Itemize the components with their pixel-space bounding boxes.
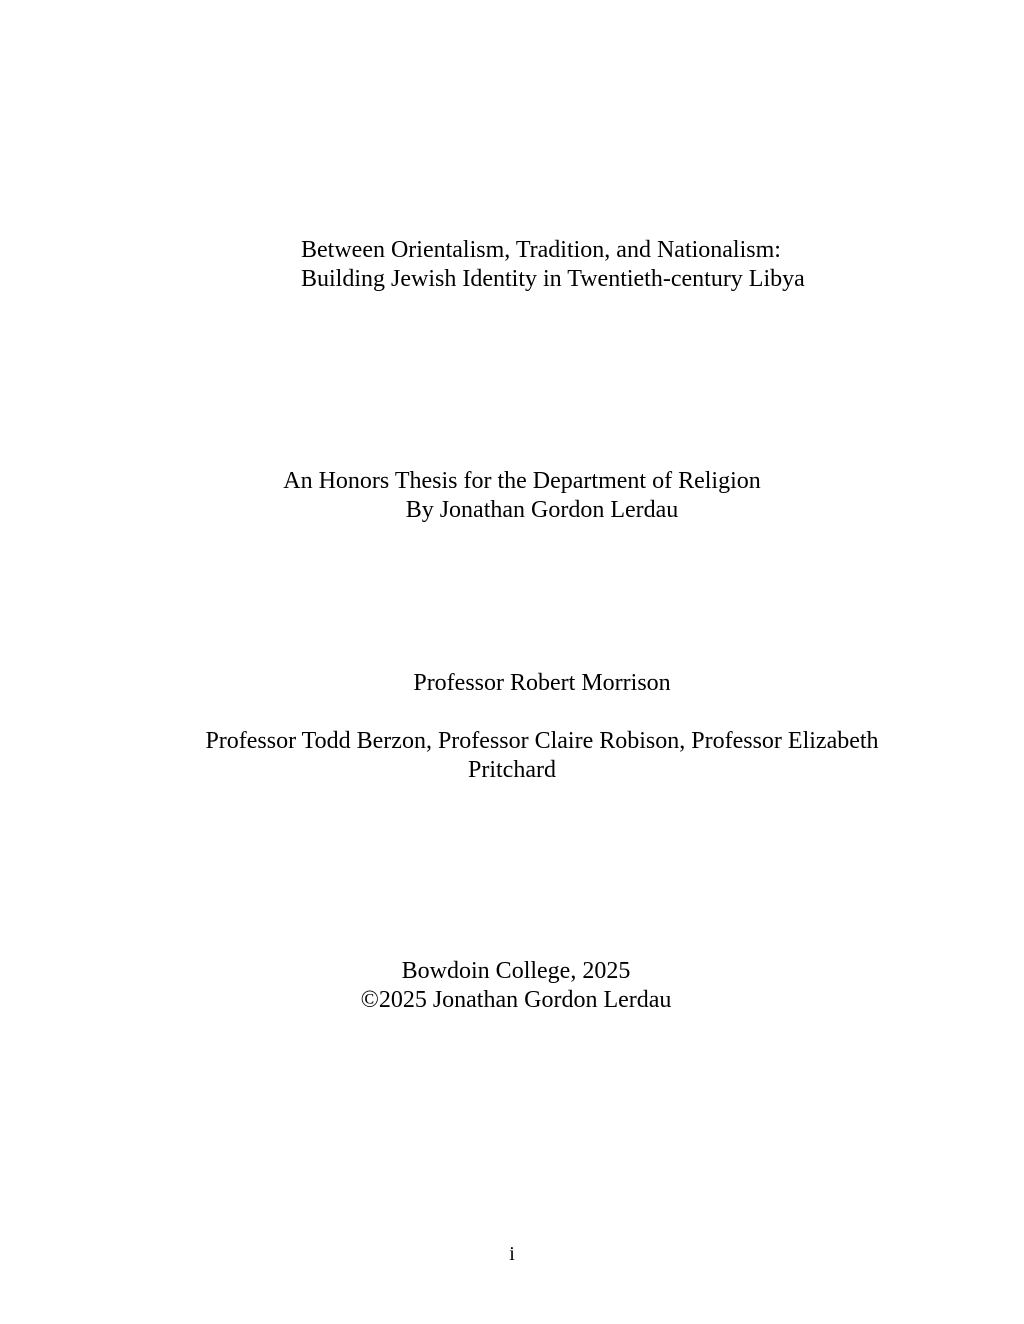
institution-line: Bowdoin College, 2025: [401, 958, 631, 984]
committee-line-1: Professor Todd Berzon, Professor Claire Robison, Professor Elizabeth: [205, 728, 879, 754]
author-line: By Jonathan Gordon Lerdau: [405, 497, 679, 523]
advisor-name: Professor Robert Morrison: [413, 670, 671, 696]
committee-line-2: Pritchard: [468, 757, 556, 783]
page-number: i: [509, 1243, 515, 1265]
title-line-2: Building Jewish Identity in Twentieth-century Libya: [301, 266, 805, 292]
title-line-1: Between Orientalism, Tradition, and Nationalism:: [301, 237, 781, 263]
copyright-line: ©2025 Jonathan Gordon Lerdau: [360, 987, 672, 1013]
thesis-statement: An Honors Thesis for the Department of Religion: [283, 468, 761, 494]
